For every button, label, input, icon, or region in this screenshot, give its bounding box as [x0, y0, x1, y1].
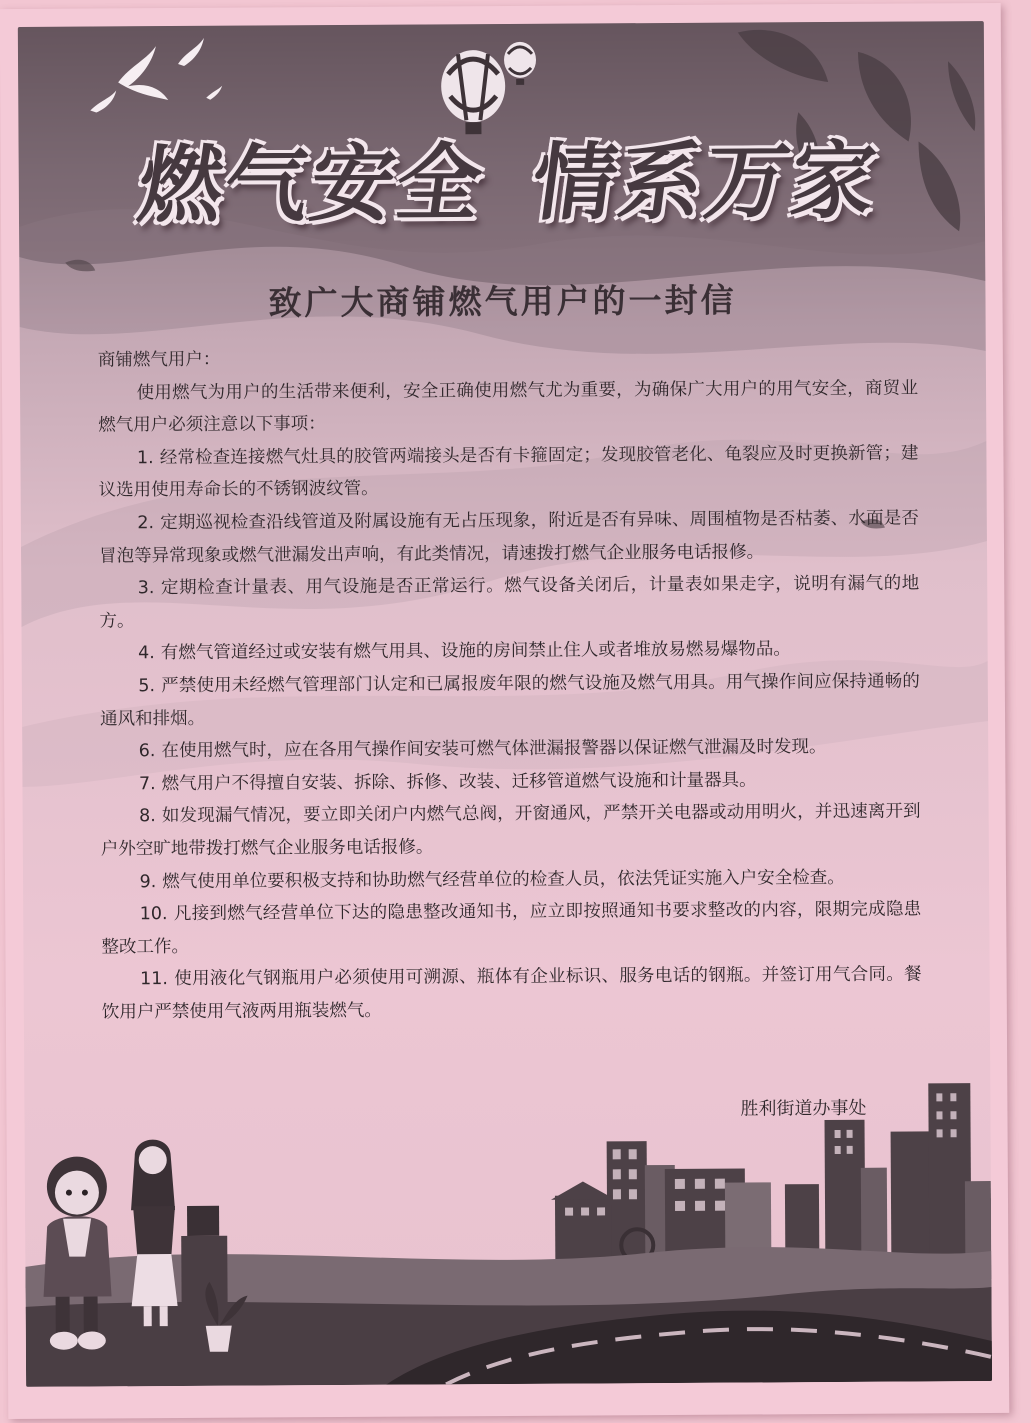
item-number: 1. — [136, 447, 154, 469]
item-text: 燃气使用单位要积极支持和协助燃气经营单位的检查人员，依法凭证实施入户安全检查。 — [162, 867, 845, 892]
item-number: 10. — [139, 904, 168, 925]
item-text: 燃气用户不得擅自安装、拆除、拆修、改装、迁移管道燃气设施和计量器具。 — [161, 770, 757, 794]
item-text: 在使用燃气时，应在各用气操作间安装可燃气体泄漏报警器以保证燃气泄漏及时发现。 — [161, 737, 827, 762]
safety-items-list — [98, 437, 922, 1029]
item-number: 3. — [137, 578, 155, 599]
item-text: 凡接到燃气经营单位下达的隐患整改通知书，应立即按照通知书要求整改的内容，限期完成隐患整改工作。 — [101, 899, 922, 958]
item-number: 9. — [139, 871, 157, 892]
list-item — [102, 959, 922, 1029]
item-text: 有燃气管道经过或安装有燃气用具、设施的房间禁止住人或者堆放易燃易爆物品。 — [160, 639, 791, 664]
list-item — [100, 633, 920, 671]
list-item — [100, 763, 920, 801]
list-item — [101, 861, 921, 899]
poster-headline — [78, 113, 939, 238]
list-item — [99, 568, 919, 638]
salutation: 商铺燃气用户： — [97, 349, 221, 371]
item-text: 使用液化气钢瓶用户必须使用可溯源、瓶体有企业标识、服务电话的钢瓶。并签订用气合同。餐饮用户严禁使用气液两用瓶装燃气。 — [101, 964, 922, 1023]
list-item — [100, 731, 920, 769]
list-item — [100, 665, 920, 735]
safety-poster — [18, 21, 992, 1387]
item-number: 5. — [138, 676, 156, 697]
list-item — [101, 894, 921, 964]
item-number: 2. — [137, 513, 155, 534]
item-number: 4. — [138, 643, 155, 664]
item-number: 11. — [140, 969, 169, 990]
letter-body — [98, 339, 922, 1028]
item-text: 如发现漏气情况，要立即关闭户内燃气总阀，开窗通风，严禁开关电器或动用明火，并迅速离开到户外空旷地带拨打燃气企业服务电话报修。 — [100, 801, 921, 860]
item-text: 经常检查连接燃气灶具的胶管两端接头是否有卡箍固定；发现胶管老化、龟裂应及时更换新管；建议选用使用寿命长的不锈钢波纹管。 — [98, 443, 919, 501]
item-number: 8. — [139, 806, 156, 827]
item-text: 定期巡视检查沿线管道及附属设施有无占压现象，附近是否有异味、周围植物是否枯萎、水面是否冒泡等异常现象或燃气泄漏发出声响，有此类情况，请速拨打燃气企业服务电话报修。 — [98, 508, 919, 567]
list-item — [101, 796, 921, 866]
intro-paragraph: 使用燃气为用户的生活带来便利，安全正确使用燃气尤为重要，为确保广大用户的用气安全，商贸业燃气用户必须注意以下事项： — [98, 378, 919, 436]
item-number: 7. — [138, 773, 156, 794]
list-item — [98, 437, 918, 507]
list-item — [99, 502, 919, 572]
headline-gas-safety: 燃气安全 — [132, 133, 490, 234]
item-number: 6. — [138, 741, 156, 762]
letter-title: 致广大商铺燃气用户的一封信 — [268, 280, 737, 323]
item-text: 定期检查计量表、用气设施是否正常运行。燃气设备关闭后，计量表如果走字，说明有漏气的地方。 — [99, 573, 920, 632]
headline-care-for-families: 情系万家 — [526, 131, 884, 232]
paper-sheet — [0, 3, 1009, 1419]
item-text: 严禁使用未经燃气管理部门认定和已属报废年限的燃气设施及燃气用具。用气操作间应保持通畅的通风和排烟。 — [99, 671, 920, 730]
issuer-signature: 胜利街道办事处 — [740, 1097, 867, 1120]
